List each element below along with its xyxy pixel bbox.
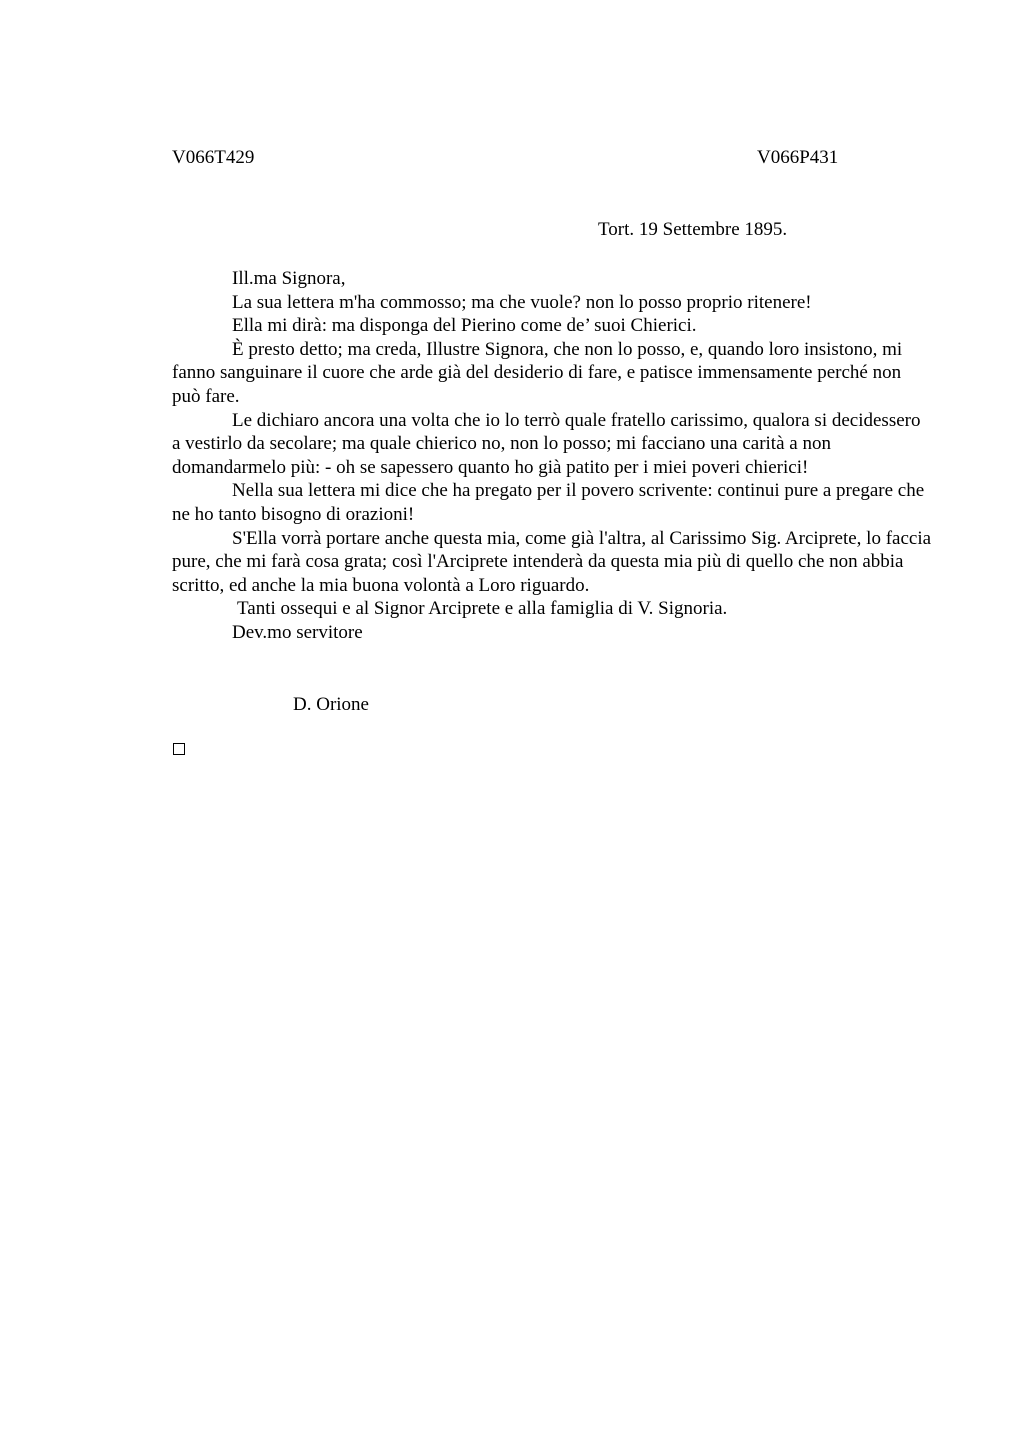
letter-paragraph-5: Nella sua lettera mi dice che ha pregato per il povero scrivente: continui pure a pregare che ne ho tanto bisogno di orazioni! <box>172 480 925 525</box>
letter-paragraph-6: S'Ella vorrà portare anche questa mia, come già l'altra, al Carissimo Sig. Arciprete, lo faccia pure, che mi farà cosa grata; così l'Arciprete intenderà da questa mia più di quello che non abbia scritto, ed anche la mia buona volontà a Loro riguardo. <box>172 527 932 596</box>
letter-closing: Dev.mo servitore <box>232 621 363 643</box>
letter-signature: D. Orione <box>293 694 369 715</box>
letter-body <box>172 267 932 645</box>
letter-paragraph-1: La sua lettera m'ha commosso; ma che vuole? non lo posso proprio ritenere! <box>232 291 812 313</box>
letter-paragraph-7: Tanti ossequi e al Signor Arciprete e alla famiglia di V. Signoria. <box>237 598 728 620</box>
letter-paragraph-3: È presto detto; ma creda, Illustre Signora, che non lo posso, e, quando loro insistono, mi fanno sanguinare il cuore che arde già del desiderio di fare, e patisce immensamente perché non può fare. <box>172 338 903 407</box>
letter-paragraph-4: Le dichiaro ancora una volta che io lo terrò quale fratello carissimo, qualora si decidessero a vestirlo da secolare; ma quale chierico no, non lo posso; mi facciano una carità a non domandarmelo più: - oh se sapessero quanto ho già patito per i miei poveri chierici! <box>172 409 921 478</box>
document-ref-left: V066T429 <box>172 147 255 168</box>
letter-date: Tort. 19 Settembre 1895. <box>598 219 788 240</box>
letter-paragraph-2: Ella mi dirà: ma disponga del Pierino come de’ suoi Chierici. <box>232 315 697 337</box>
empty-square-icon <box>173 743 185 755</box>
document-ref-right: V066P431 <box>757 147 839 168</box>
letter-salutation: Ill.ma Signora, <box>232 268 346 289</box>
